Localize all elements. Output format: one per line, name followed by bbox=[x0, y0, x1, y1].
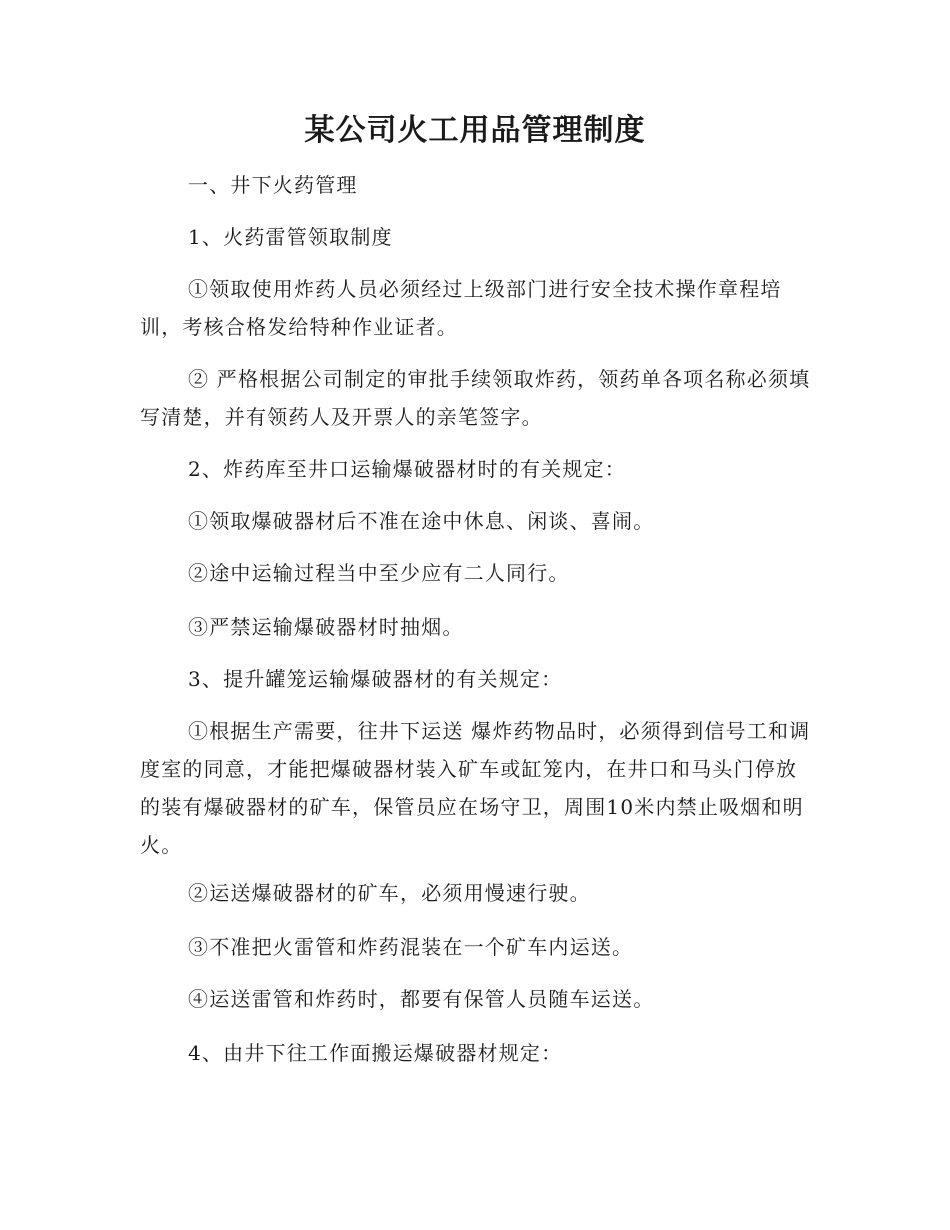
subsection-heading: 2、炸药库至井口运输爆破器材时的有关规定： bbox=[188, 457, 626, 481]
document-title: 某公司火工用品管理制度 bbox=[304, 113, 646, 148]
section-heading: 一、井下火药管理 bbox=[188, 173, 358, 197]
paragraph: ①根据生产需要，往井下运送 爆炸药物品时，必须得到信号工和调度室的同意，才能把爆破器材装入矿车或缸笼内，在井口和马头门停放的装有爆破器材的矿车，保管员应在场守卫，周围10米内禁止吸烟和明火。 bbox=[140, 719, 811, 857]
subsection-heading: 4、由井下往工作面搬运爆破器材规定： bbox=[188, 1041, 563, 1065]
paragraph: ②运送爆破器材的矿车，必须用慢速行驶。 bbox=[188, 881, 591, 905]
paragraph: ④运送雷管和炸药时，都要有保管人员随车运送。 bbox=[188, 987, 655, 1011]
paragraph: ③不准把火雷管和炸药混装在一个矿车内运送。 bbox=[188, 935, 634, 959]
paragraph: ② 严格根据公司制定的审批手续领取炸药，领药单各项名称必须填写清楚，并有领药人及开票人的亲笔签字。 bbox=[140, 367, 811, 429]
paragraph: ①领取使用炸药人员必须经过上级部门进行安全技术操作章程培训，考核合格发给特种作业证者。 bbox=[140, 277, 782, 339]
subsection-heading: 3、提升罐笼运输爆破器材的有关规定： bbox=[188, 667, 563, 691]
paragraph: ②途中运输过程当中至少应有二人同行。 bbox=[188, 561, 570, 585]
paragraph: ①领取爆破器材后不准在途中休息、闲谈、喜闹。 bbox=[188, 509, 655, 533]
subsection-heading: 1、火药雷管领取制度 bbox=[188, 225, 393, 249]
paragraph: ③严禁运输爆破器材时抽烟。 bbox=[188, 615, 464, 639]
